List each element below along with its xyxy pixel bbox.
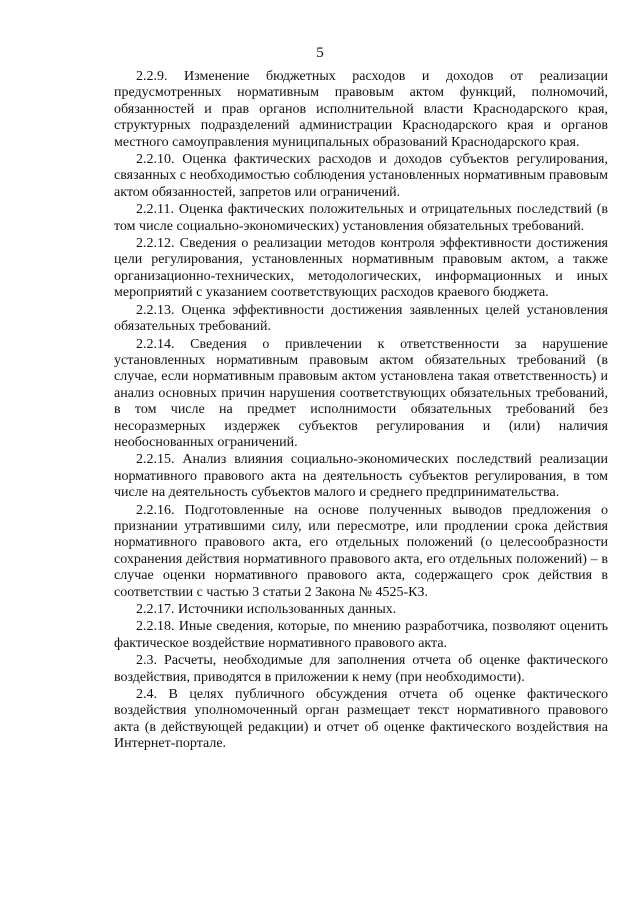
paragraph-2-3: 2.3. Расчеты, необходимые для заполнения отчета об оценке фактического воздействия, приводятся в приложении к нему (при необходимости). bbox=[114, 653, 608, 685]
paragraph-2-2-14: 2.2.14. Сведения о привлечении к ответственности за нарушение установленных нормативным правовым актом обязательных требований (в случае, если нормативным правовым актом установлена такая ответственность) и анализ основных причин нарушения соответствующих обязательных требований, в том числе на предмет исполнимости обязательных требований без несоразмерных издержек субъектов регулирования и (или) наличия необоснованных ограничений. bbox=[114, 336, 608, 450]
paragraph-2-2-9: 2.2.9. Изменение бюджетных расходов и доходов от реализации предусмотренных нормативным правовым актом функций, полномочий, обязанностей и прав органов исполнительной власти Краснодарского края, структурных подразделений администрации Краснодарского края и органов местного самоуправления муниципальных образований Краснодарского края. bbox=[114, 69, 608, 150]
paragraph-2-2-17: 2.2.17. Источники использованных данных. bbox=[136, 602, 397, 617]
paragraph-2-2-12: 2.2.12. Сведения о реализации методов контроля эффективности достижения цели регулирования, установленных нормативным правовым актом, а также организационно-технических, методологических, информационных и иных мероприятий с указанием соответствующих расходов краевого бюджета. bbox=[114, 236, 608, 301]
paragraph-2-2-10: 2.2.10. Оценка фактических расходов и доходов субъектов регулирования, связанных с необходимостью соблюдения установленных нормативным правовым актом обязанностей, запретов или ограничений. bbox=[114, 152, 608, 200]
paragraph-2-2-11: 2.2.11. Оценка фактических положительных и отрицательных последствий (в том числе социально-экономических) установления обязательных требований. bbox=[114, 202, 608, 234]
paragraph-2-2-13: 2.2.13. Оценка эффективности достижения заявленных целей установления обязательных требований. bbox=[114, 302, 608, 335]
paragraph-2-4: 2.4. В целях публичного обсуждения отчета об оценке фактического воздействия уполномоченный орган размещает текст нормативного правового акта (в действующей редакции) и отчет об оценке фактического воздействия на Интернет-портале. bbox=[114, 687, 608, 752]
paragraph-2-2-18: 2.2.18. Иные сведения, которые, по мнению разработчика, позволяют оценить фактическое воздействие нормативного правового акта. bbox=[114, 619, 608, 651]
paragraph-2-2-15: 2.2.15. Анализ влияния социально-экономических последствий реализации нормативного правового акта на деятельность субъектов регулирования, в том числе на деятельность субъектов малого и среднего предпринимательства. bbox=[114, 452, 608, 501]
paragraph-2-2-16: 2.2.16. Подготовленные на основе полученных выводов предложения о признании утратившими силу, или пересмотре, или продлении срока действия нормативного правового акта, его отдельных положений (о целесообразности сохранения действия нормативного правового акта, его отдельных положений) – в случае оценки нормативного правового акта, содержащего срок действия в соответствии с частью 3 статьи 2 Закона № 4525-КЗ. bbox=[114, 502, 608, 600]
page-number: 5 bbox=[316, 45, 324, 61]
document-body bbox=[114, 69, 608, 753]
